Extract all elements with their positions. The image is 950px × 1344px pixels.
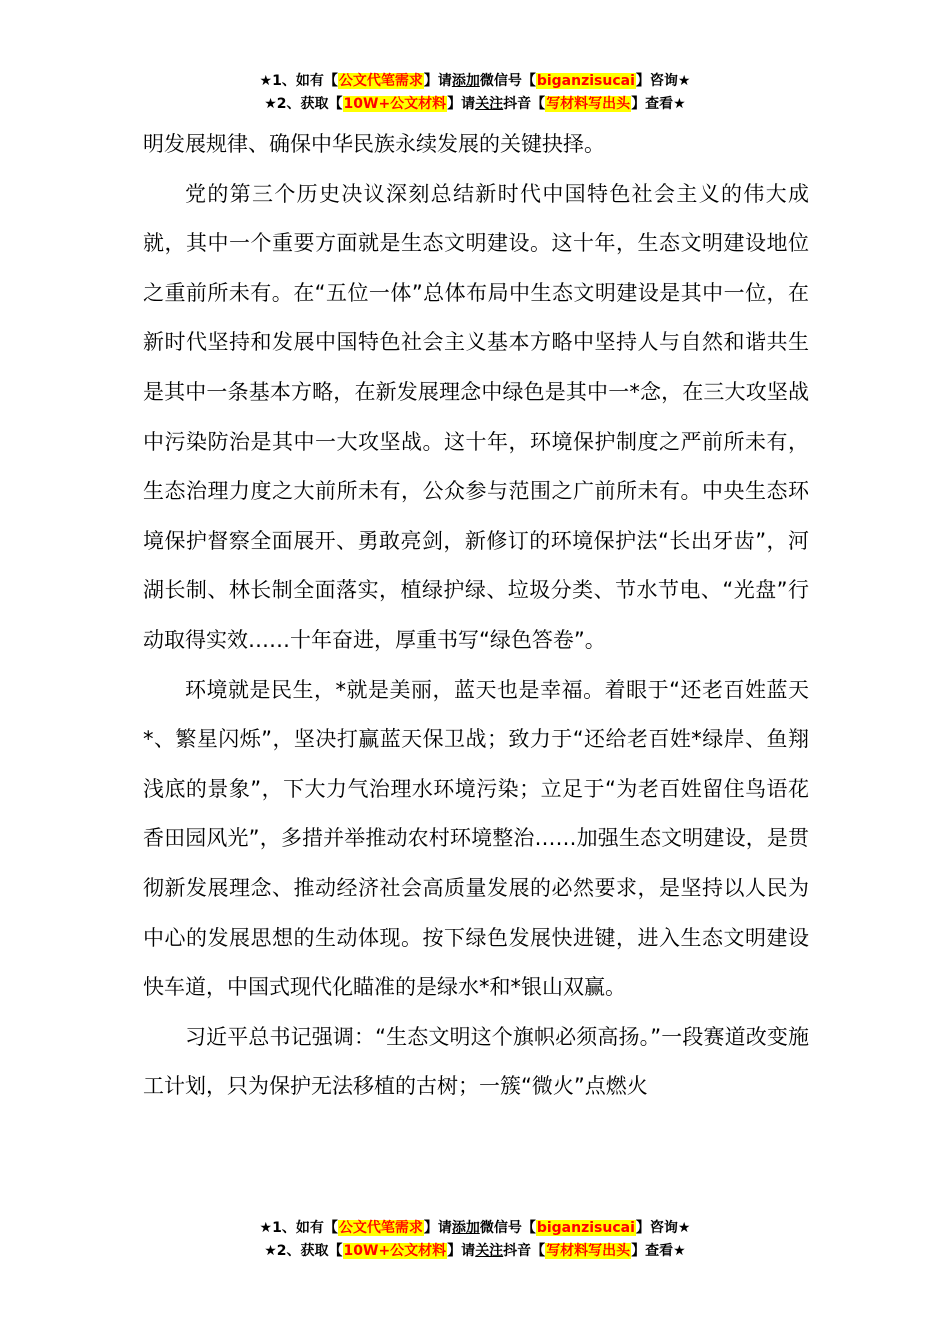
footer-line-2-suffix: 】查看★ <box>631 1243 686 1259</box>
footer-line-1-mid-2: 微信号【 <box>479 1220 536 1236</box>
header-line-1-highlight-2: biganzisucai <box>536 73 635 89</box>
header-line-1 <box>0 70 950 93</box>
footer-line-2-highlight-2: 写材料写出头 <box>546 1243 631 1259</box>
footer-line-1-highlight-1: 公文代笔需求 <box>338 1220 423 1236</box>
footer-line-1-suffix: 】咨询★ <box>635 1220 691 1236</box>
header-line-2 <box>0 93 950 116</box>
document-body <box>143 120 809 1112</box>
header-line-2-suffix: 】查看★ <box>631 96 686 112</box>
footer-line-1-highlight-2: biganzisucai <box>536 1220 635 1236</box>
header-line-2-underline: 关注 <box>475 96 504 112</box>
paragraph-continued: 明发展规律、确保中华民族永续发展的关键抉择。 <box>143 132 605 156</box>
header-line-1-mid-2: 微信号【 <box>479 73 536 89</box>
footer-line-2-mid-1: 】请 <box>447 1243 476 1259</box>
paragraph-2: 环境就是民生，*就是美丽，蓝天也是幸福。着眼于“还老百姓蓝天*、繁星闪烁”，坚决打赢蓝天保卫战；致力于“还给老百姓*绿岸、鱼翔浅底的景象”，下大力气治理水环境污染；立足于“为老百姓留住鸟语花香田园风光”，多措并举推动农村环境整治……加强生态文明建设，是贯彻新发展理念、推动经济社会高质量发展的必然要求，是坚持以人民为中心的发展思想的生动体现。按下绿色发展快进键，进入生态文明建设快车道，中国式现代化瞄准的是绿水*和*银山双赢。 <box>143 677 809 1000</box>
footer-line-2-prefix: ★2、获取【 <box>264 1243 343 1259</box>
header-banner <box>0 70 950 116</box>
footer-line-1-mid-1: 】请 <box>423 1220 452 1236</box>
footer-line-1 <box>0 1217 950 1240</box>
header-line-2-highlight-2: 写材料写出头 <box>546 96 631 112</box>
footer-line-1-underline: 添加 <box>451 1220 480 1236</box>
header-line-1-suffix: 】咨询★ <box>635 73 691 89</box>
header-line-2-highlight-1: 10W+公文材料 <box>343 96 447 112</box>
header-line-1-underline: 添加 <box>451 73 480 89</box>
header-line-2-mid-1: 】请 <box>447 96 476 112</box>
header-line-1-prefix: ★1、如有【 <box>259 73 338 89</box>
footer-line-1-prefix: ★1、如有【 <box>259 1220 338 1236</box>
paragraph-3: 习近平总书记强调：“生态文明这个旗帜必须高扬。”一段赛道改变施工计划，只为保护无法移植的古树；一簇“微火”点燃火 <box>143 1024 809 1099</box>
footer-banner <box>0 1217 950 1263</box>
footer-line-2-underline: 关注 <box>475 1243 504 1259</box>
paragraph-1: 党的第三个历史决议深刻总结新时代中国特色社会主义的伟大成就，其中一个重要方面就是生态文明建设。这十年，生态文明建设地位之重前所未有。在“五位一体”总体布局中生态文明建设是其中一位，在新时代坚持和发展中国特色社会主义基本方略中坚持人与自然和谐共生是其中一条基本方略，在新发展理念中绿色是其中一*念，在三大攻坚战中污染防治是其中一大攻坚战。这十年，环境保护制度之严前所未有，生态治理力度之大前所未有，公众参与范围之广前所未有。中央生态环境保护督察全面展开、勇敢亮剑，新修订的环境保护法“长出牙齿”，河湖长制、林长制全面落实，植绿护绿、垃圾分类、节水节电、“光盘”行动取得实效……十年奋进，厚重书写“绿色答卷”。 <box>143 181 809 652</box>
footer-line-2 <box>0 1240 950 1263</box>
header-line-1-mid-1: 】请 <box>423 73 452 89</box>
header-line-1-highlight-1: 公文代笔需求 <box>338 73 423 89</box>
header-line-2-prefix: ★2、获取【 <box>264 96 343 112</box>
footer-line-2-mid-2: 抖音【 <box>503 1243 546 1259</box>
header-line-2-mid-2: 抖音【 <box>503 96 546 112</box>
footer-line-2-highlight-1: 10W+公文材料 <box>343 1243 447 1259</box>
